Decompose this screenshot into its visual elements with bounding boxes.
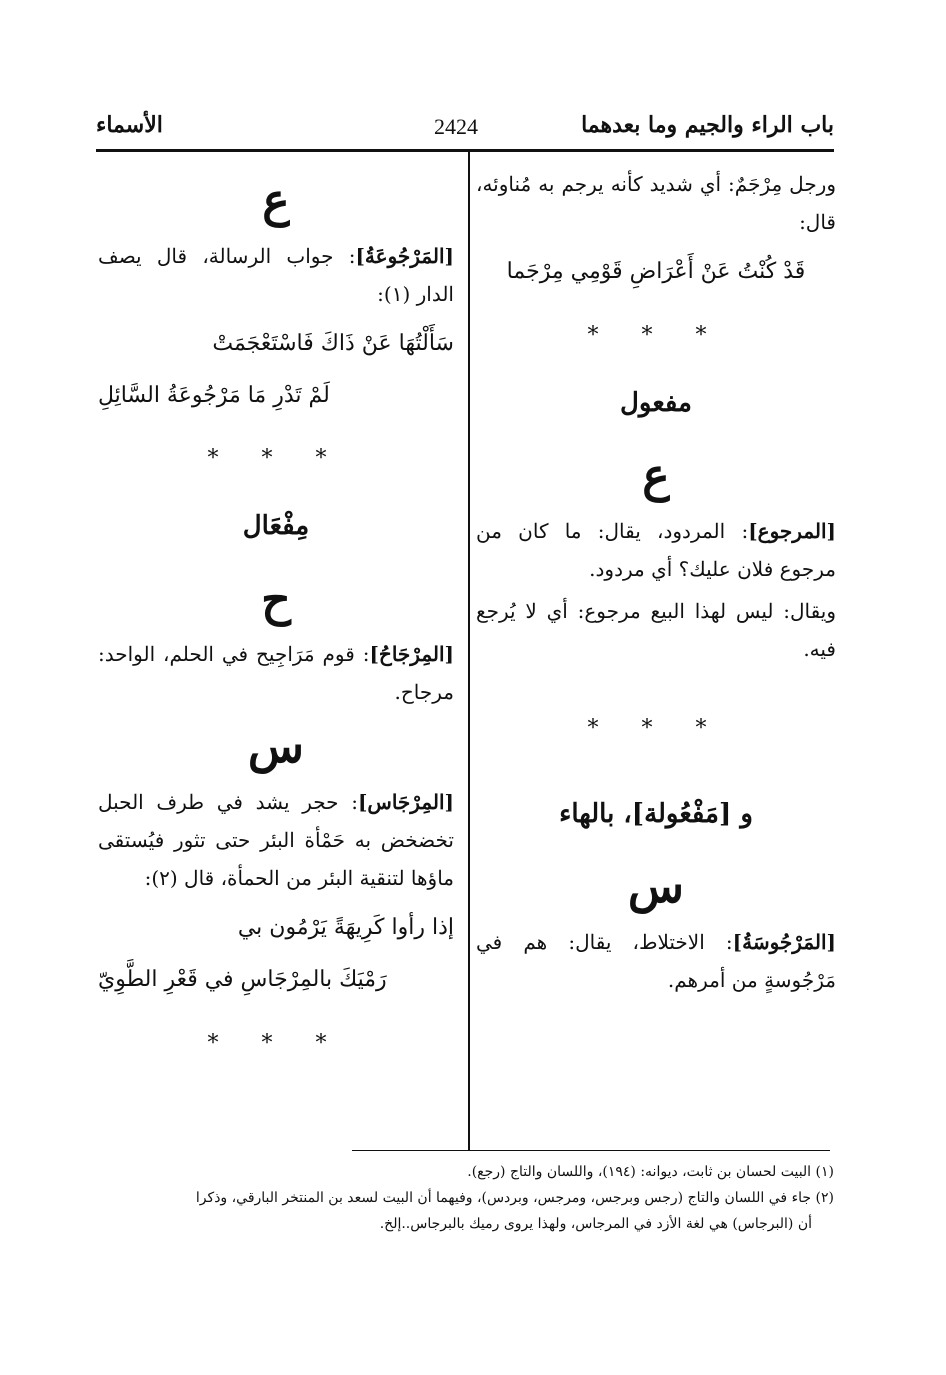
header-rule [96,149,834,152]
verse: قَدْ كُنْتُ عَنْ أَعْرَاضِ قَوْمِي مِرْجَما [506,259,806,284]
entry-marjooa [98,237,454,313]
verse: لَمْ تَدْرِ مَا مَرْجُوعَةُ السَّائِلِ [98,382,330,408]
section-separator: * * * [207,446,345,472]
entry-paragraph: ويقال: ليس لهذا البيع مرجوع: أي لا يُرجع فيه. [476,598,836,661]
footnotes [96,1160,834,1238]
footnote-rule [352,1150,830,1151]
right-column [476,165,836,1003]
footnote-1: (١) البيت لحسان بن ثابت، ديوانه: (١٩٤)، واللسان والتاج (رجع). [467,1164,834,1180]
verse: رَمْيَكَ بالمِرْجَاسِ في قَعْرِ الطَّوِيّ [98,966,387,992]
entry-marjoosa [476,923,836,999]
section-heading: مِفْعَال [242,511,310,542]
section-separator: * * * [207,1030,345,1056]
footnote-2: (٢) جاء في اللسان والتاج (رجس وبرجس، ومرجس، وبردس)، وفيهما أن البيت لسعد بن المنتخر البارقي، وذكرا [195,1189,834,1206]
letter-heading: ع [262,173,290,227]
left-column [98,165,454,1087]
running-header-right: باب الراء والجيم وما بعدهما [581,112,834,138]
entry-mirjas [98,783,454,897]
entry-term: [المِرْجَاس] [357,790,454,815]
letter-heading: ح [261,571,291,626]
entry-definition: : الاختلاط، يقال: هم في مَرْجُوسةٍ من أمرهم. [476,929,836,992]
entry-definition: : جواب الرسالة، قال يصف الدار (١): [98,243,454,306]
verse: سَأَلْتُهَا عَنْ ذَاكَ فَاسْتَعْجَمَتْ [212,330,454,356]
page-number: 2424 [434,114,478,139]
section-heading: و [مَفْعُولة]، بالهاء [559,798,753,829]
entry-term: [المَرْجُوسَةُ] [732,929,836,954]
entry-mirjah [98,635,454,711]
letter-heading: ع [642,447,670,502]
entry-mirjam: ورجل مِرْجَمٌ: أي شديد كأنه يرجم به مُناوئه، قال: [476,172,836,234]
entry-term: [المَرْجُوعَةُ] [355,243,454,268]
section-separator: * * * [587,322,725,348]
verse: إذا رأوا كَرِيهَةً يَرْمُون بي [237,915,454,941]
running-header-left: الأسماء [96,112,163,138]
entry-marjoo [476,512,836,588]
column-divider [468,150,470,1150]
letter-heading: س [627,858,685,913]
entry-definition: : حجر يشد في طرف الحبل تخضخض به حَمْأة البئر حتى تثور فيُستقى ماؤها لتنقية البئر من الحمأة، قال (٢): [98,790,454,891]
letter-heading: س [247,719,305,774]
section-separator: * * * [587,715,725,741]
entry-definition: : المردود، يقال: ما كان من مرجوع فلان عليك؟ أي مردود. [476,518,836,581]
footnote-2-continuation: أن (البرجاس) هي لغة الأزد في المرجاس، ولهذا يروى رميك بالبرجاس..إلخ. [379,1215,812,1232]
entry-term: [المرجوع] [748,518,836,543]
entry-term: [المِرْجَاحُ] [369,642,454,667]
entry-definition: : قوم مَرَاجِيح في الحلم، الواحد: مرجاح. [98,642,454,705]
section-heading: مفعول [620,387,692,418]
